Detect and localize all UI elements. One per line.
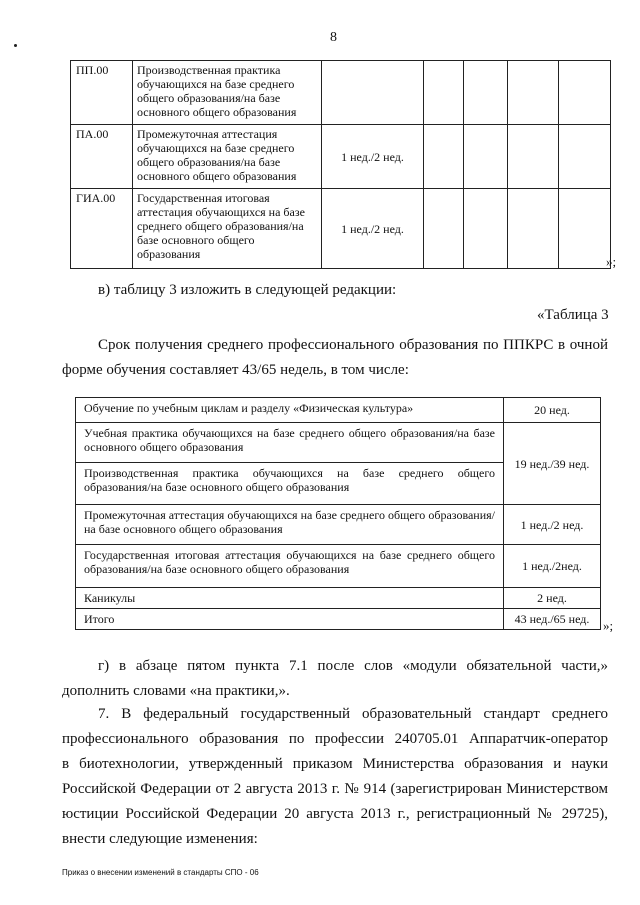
table3-intro-line1: Срок получения среднего профессионального образования по ППКРС в очной xyxy=(98,337,608,353)
row-name: Государственная итоговая аттестация обучающихся на базе среднего общего образования/на базе основного общего образования xyxy=(76,545,504,588)
table-3 xyxy=(75,397,601,630)
row-code: ГИА.00 xyxy=(71,189,133,269)
empty-cell xyxy=(508,61,559,125)
row-value: 2 нед. xyxy=(504,588,601,609)
paragraph-7-line1: 7. В федеральный государственный образовательный стандарт среднего xyxy=(98,706,608,722)
row-value: 43 нед./65 нед. xyxy=(504,609,601,630)
row-value: 19 нед./39 нед. xyxy=(504,423,601,505)
table3-intro-line2: форме обучения составляет 43/65 недель, в том числе: xyxy=(62,362,409,378)
row-name: Промежуточная аттестация обучающихся на базе среднего общего образования/на базе основного общего образования xyxy=(76,505,504,545)
empty-cell xyxy=(508,189,559,269)
empty-cell xyxy=(464,125,508,189)
page-footer: Приказ о внесении изменений в стандарты СПО - 06 xyxy=(62,868,259,877)
paragraph-g-line1: г) в абзаце пятом пункта 7.1 после слов «модули обязательной части,» xyxy=(98,658,608,674)
row-period: 1 нед./2 нед. xyxy=(322,125,424,189)
table-closing-quote: »; xyxy=(603,618,614,633)
paragraph-7-line5: юстиции Российской Федерации 20 августа 2013 г., регистрационный № 29725), xyxy=(62,806,608,822)
empty-cell xyxy=(464,61,508,125)
page-number: 8 xyxy=(330,30,337,45)
row-name: Итого xyxy=(76,609,504,630)
row-value: 1 нед./2нед. xyxy=(504,545,601,588)
row-value: 20 нед. xyxy=(504,398,601,423)
row-name: Учебная практика обучающихся на базе среднего общего образования/на базе основного общего образования xyxy=(76,423,504,463)
table-row xyxy=(76,609,601,630)
row-period xyxy=(322,61,424,125)
paragraph-7-line2: профессионального образования по профессии 240705.01 Аппаратчик-оператор xyxy=(62,731,608,747)
empty-cell xyxy=(559,189,611,269)
row-name: Производственная практика обучающихся на базе среднего общего образования/на базе основного общего образования xyxy=(76,463,504,505)
paragraph-7-line4: Российской Федерации от 2 августа 2013 г. № 914 (зарегистрирован Министерством xyxy=(62,781,608,797)
table-continued xyxy=(70,60,611,269)
paragraph-v: в) таблицу 3 изложить в следующей редакции: xyxy=(98,282,397,298)
table-row xyxy=(76,545,601,588)
table-row xyxy=(76,505,601,545)
row-name: Промежуточная аттестация обучающихся на базе среднего общего образования/на базе основного общего образования xyxy=(133,125,322,189)
row-period: 1 нед./2 нед. xyxy=(322,189,424,269)
row-code: ПА.00 xyxy=(71,125,133,189)
row-value: 1 нед./2 нед. xyxy=(504,505,601,545)
table-closing-quote: »; xyxy=(606,254,617,269)
paragraph-g-line2: дополнить словами «на практики,». xyxy=(62,683,290,699)
empty-cell xyxy=(424,189,464,269)
row-name: Каникулы xyxy=(76,588,504,609)
table-row xyxy=(71,61,611,125)
paragraph-7-line3: в биотехнологии, утвержденный приказом Министерства образования и науки xyxy=(62,756,608,772)
table3-label: «Таблица 3 xyxy=(537,307,609,323)
row-name: Обучение по учебным циклам и разделу «Физическая культура» xyxy=(76,398,504,423)
row-code: ПП.00 xyxy=(71,61,133,125)
table-row xyxy=(76,398,601,423)
table-row xyxy=(76,588,601,609)
table-row xyxy=(71,189,611,269)
table-row xyxy=(76,423,601,463)
row-name: Производственная практика обучающихся на базе среднего общего образования/на базе основного общего образования xyxy=(133,61,322,125)
row-name: Государственная итоговая аттестация обучающихся на базе среднего общего образования/на базе основного общего образования xyxy=(133,189,322,269)
paragraph-7-line6: внести следующие изменения: xyxy=(62,831,258,847)
empty-cell xyxy=(424,61,464,125)
empty-cell xyxy=(464,189,508,269)
empty-cell xyxy=(559,61,611,125)
table-row xyxy=(71,125,611,189)
empty-cell xyxy=(508,125,559,189)
scan-dot xyxy=(14,44,17,47)
empty-cell xyxy=(559,125,611,189)
empty-cell xyxy=(424,125,464,189)
